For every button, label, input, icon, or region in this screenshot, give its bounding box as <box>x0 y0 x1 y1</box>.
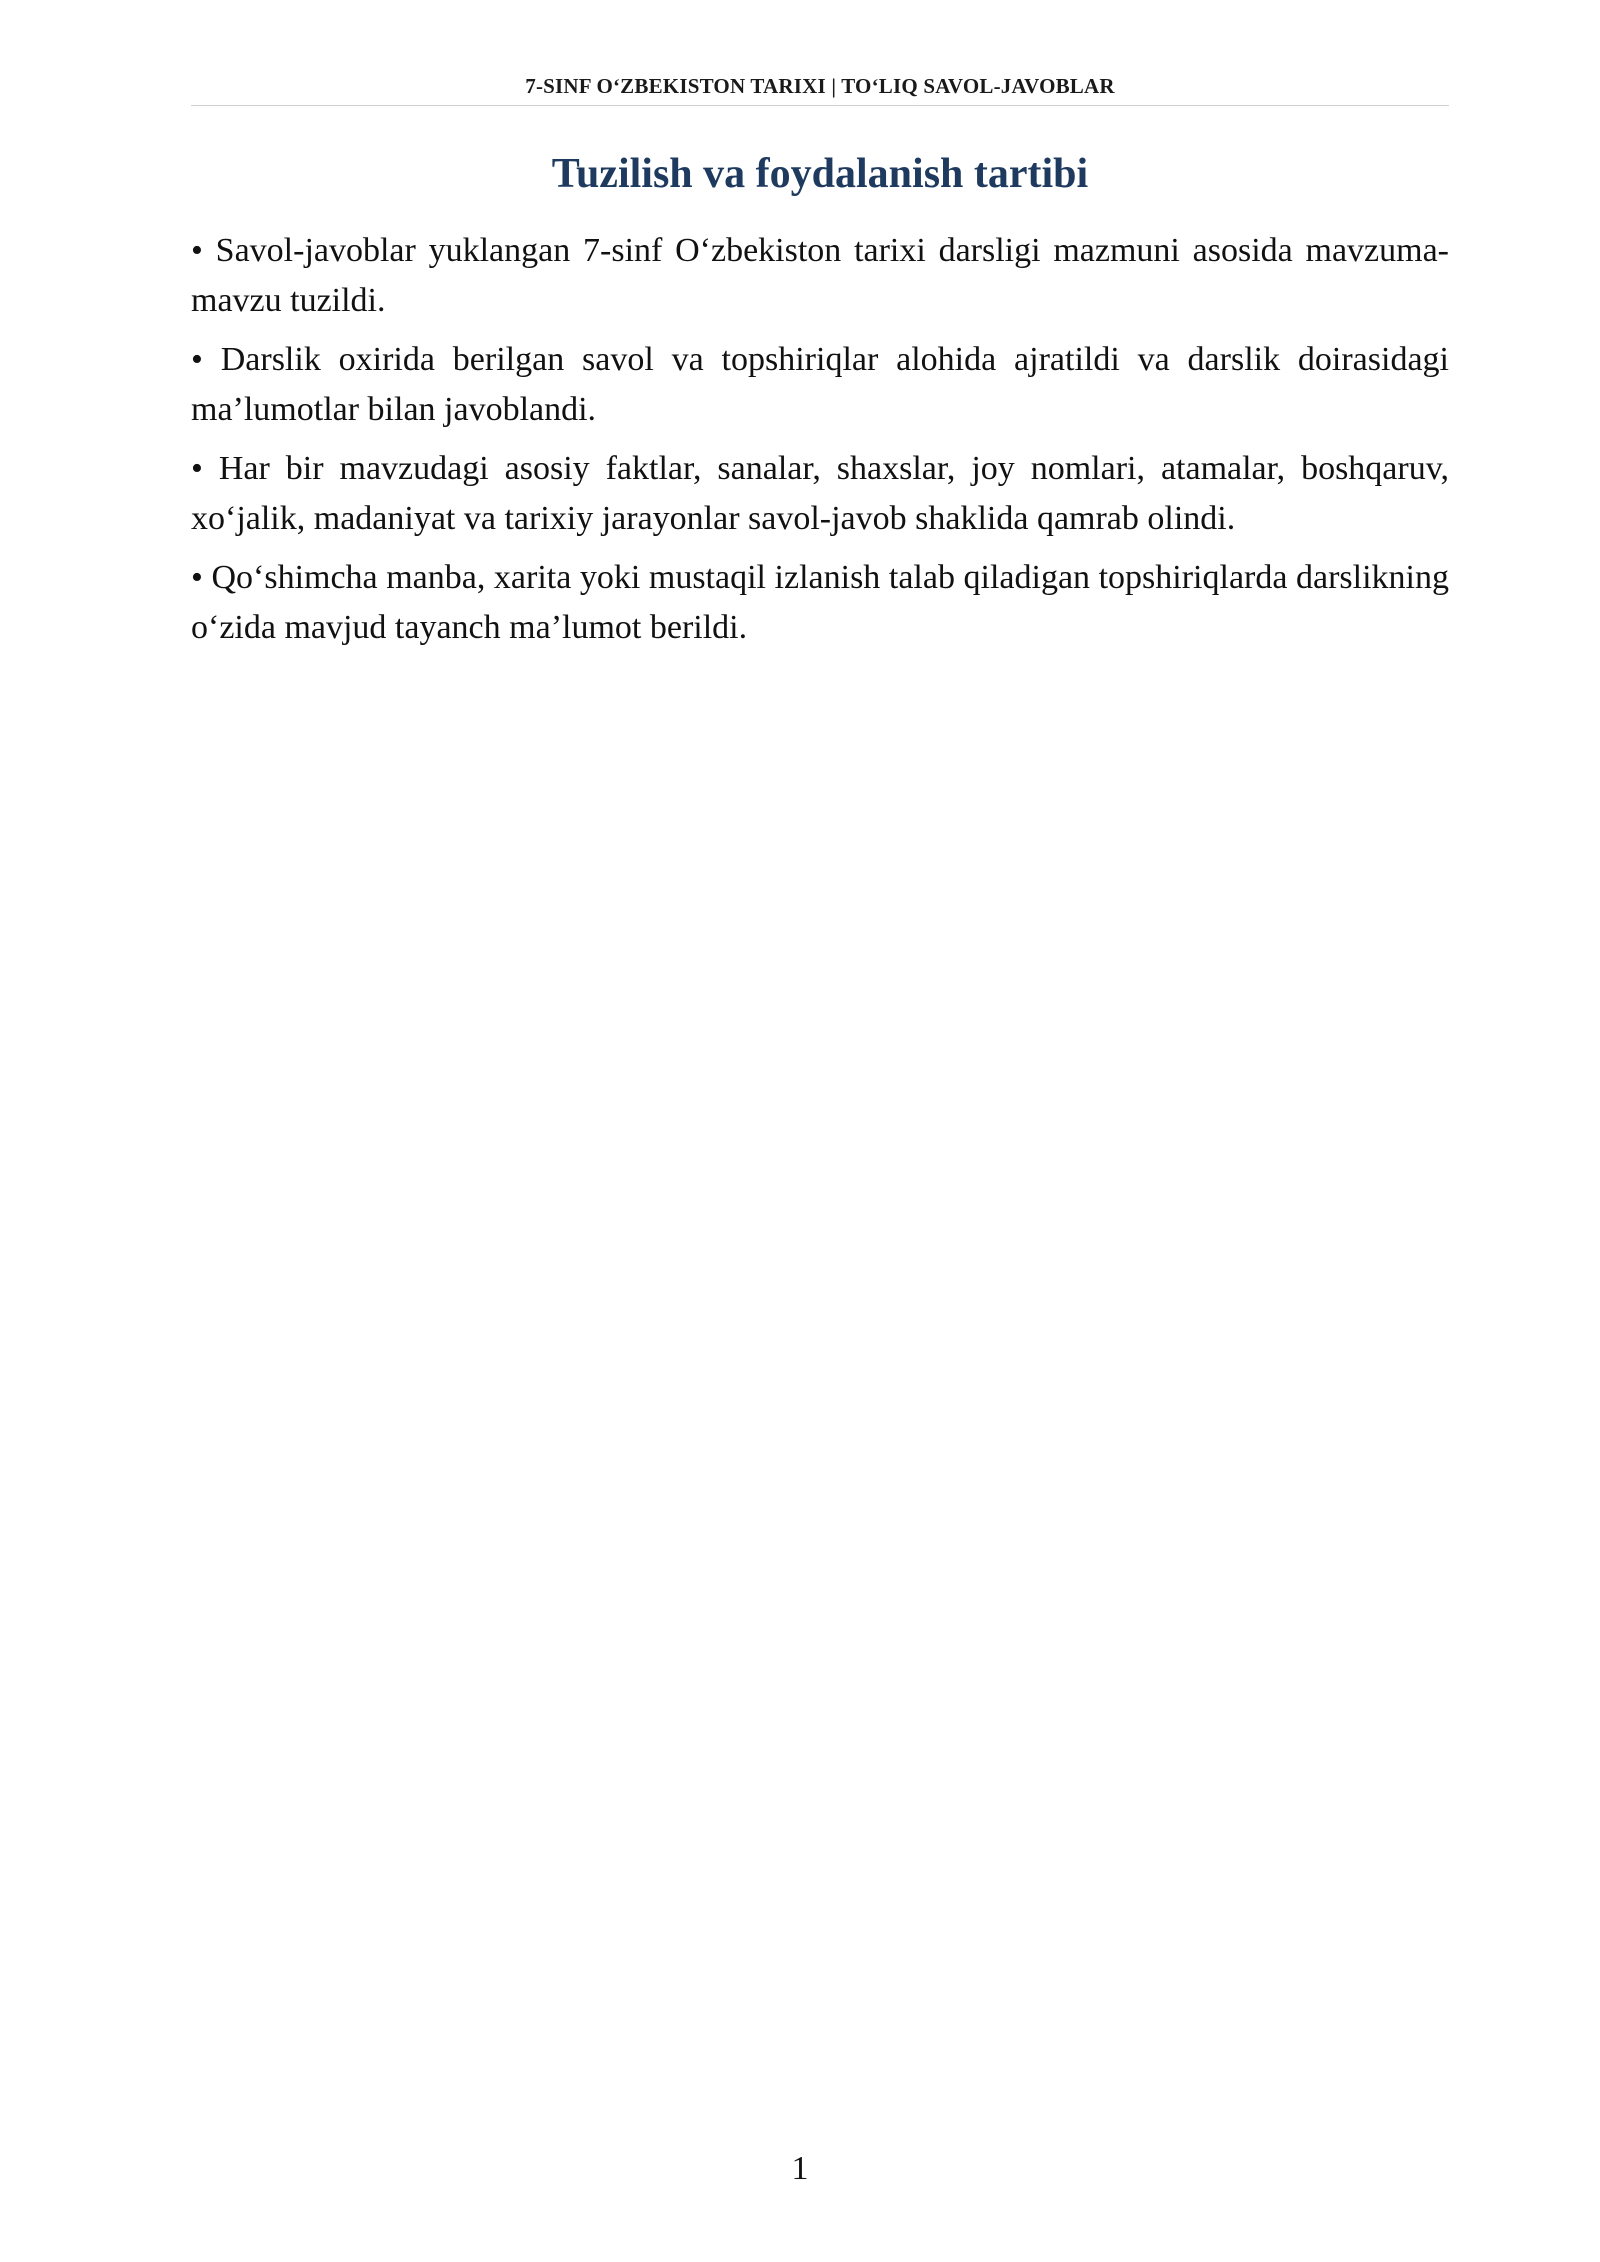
bullet-paragraph-2: • Darslik oxirida berilgan savol va topshiriqlar alohida ajratildi va darslik doirasidagi ma’lumotlar bilan javoblandi. <box>191 341 1449 428</box>
page-number: 1 <box>791 2150 809 2187</box>
running-header: 7-SINF O‘ZBEKISTON TARIXI | TO‘LIQ SAVOL-JAVOBLAR <box>525 74 1115 98</box>
header-divider <box>191 105 1449 106</box>
section-body <box>191 226 1449 662</box>
bullet-paragraph-4: • Qo‘shimcha manba, xarita yoki mustaqil izlanish talab qiladigan topshiriqlarda darslikning o‘zida mavjud tayanch ma’lumot berildi. <box>191 559 1449 646</box>
bullet-paragraph-1: • Savol-javoblar yuklangan 7-sinf O‘zbekiston tarixi darsligi mazmuni asosida mavzuma-mavzu tuzildi. <box>191 232 1449 319</box>
bullet-paragraph-3: • Har bir mavzudagi asosiy faktlar, sanalar, shaxslar, joy nomlari, atamalar, boshqaruv, xo‘jalik, madaniyat va tarixiy jarayonlar savol-javob shaklida qamrab olindi. <box>191 450 1449 537</box>
section-title: Tuzilish va foydalanish tartibi <box>551 151 1089 197</box>
